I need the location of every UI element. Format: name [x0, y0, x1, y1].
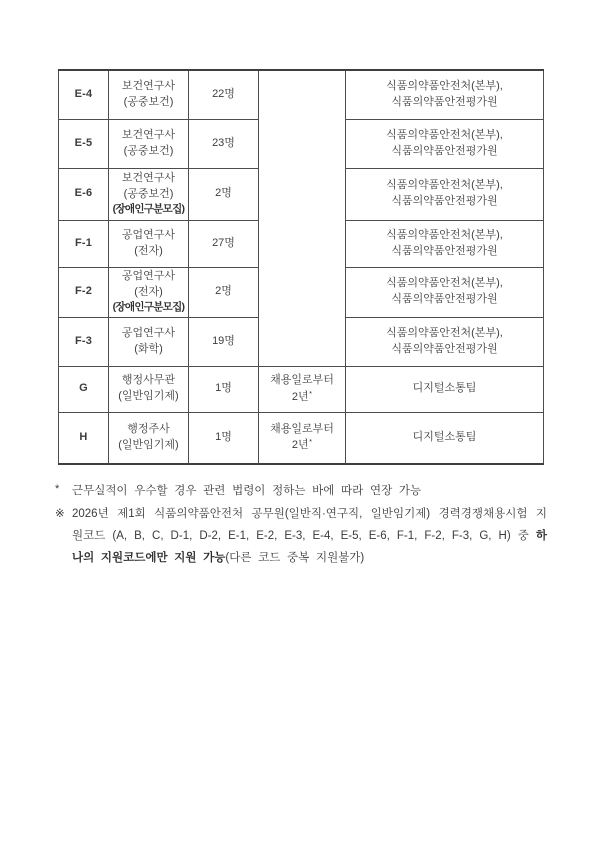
position-cell — [109, 412, 189, 464]
term-cell-merged-empty — [259, 70, 346, 366]
position-name: 보건연구사 — [121, 80, 176, 93]
position-series: (공중보건) — [123, 144, 174, 157]
disability-recruitment-note: (장애인구분모집) — [112, 301, 185, 314]
table-row-e4 — [59, 70, 544, 119]
department-cell — [346, 366, 544, 412]
recruitment-table — [58, 69, 544, 465]
position-cell — [109, 70, 189, 119]
department-cell — [346, 412, 544, 464]
department-line1: 식품의약품안전처(본부), — [386, 80, 503, 93]
department-line1: 디지털소통팀 — [412, 382, 477, 395]
term-years: 2년 — [291, 390, 309, 403]
position-series: (일반임기제) — [118, 390, 179, 402]
term-line1: 채용일로부터 — [270, 422, 334, 435]
position-cell — [109, 366, 189, 412]
position-series: (화학) — [134, 342, 163, 355]
department-cell — [346, 70, 544, 119]
footnotes-section — [55, 480, 547, 569]
term-line1: 채용일로부터 — [270, 373, 334, 386]
term-cell — [259, 412, 346, 464]
position-cell — [109, 220, 189, 267]
department-line1: 디지털소통팀 — [412, 430, 477, 443]
table-row-h — [59, 412, 544, 464]
footnote-application-text-1: 2026년 제1회 식품의약품안전처 공무원(일반직·연구직, 일반임기제) 경력경쟁채용시험 지원코드 (A, B, C, D-1, D-2, E-1, E-2, E-3, E-4, E-5, E-6, F-1, F-2, F-3, G, H) 중 — [72, 508, 547, 542]
department-line2: 식품의약품안전평가원 — [391, 95, 498, 108]
department-line1: 식품의약품안전처(본부), — [386, 228, 503, 241]
headcount-cell: 1명 — [189, 412, 259, 464]
position-cell — [109, 317, 189, 366]
department-line1: 식품의약품안전처(본부), — [386, 128, 503, 141]
code-cell: F-1 — [59, 220, 109, 267]
code-cell: F-2 — [59, 267, 109, 317]
footnote-asterisk: * — [309, 437, 313, 447]
position-name: 보건연구사 — [121, 128, 176, 141]
headcount-cell: 22명 — [189, 70, 259, 119]
term-line2 — [260, 389, 344, 406]
department-cell — [346, 267, 544, 317]
position-cell — [109, 267, 189, 317]
department-line1: 식품의약품안전처(본부), — [386, 277, 503, 290]
headcount-cell: 2명 — [189, 168, 259, 220]
code-cell: E-6 — [59, 168, 109, 220]
department-line1: 식품의약품안전처(본부), — [386, 179, 503, 192]
position-name: 행정주사 — [127, 423, 170, 436]
department-cell — [346, 220, 544, 267]
term-cell — [259, 366, 346, 412]
position-name: 공업연구사 — [121, 228, 176, 241]
footnote-extension-text: 근무실적이 우수할 경우 관련 법령이 정하는 바에 따라 연장 가능 — [72, 485, 422, 497]
position-series: (공중보건) — [123, 187, 174, 200]
department-cell — [346, 119, 544, 168]
headcount-cell: 19명 — [189, 317, 259, 366]
position-series: (전자) — [134, 244, 163, 257]
code-cell: E-5 — [59, 119, 109, 168]
code-cell: G — [59, 366, 109, 412]
department-line2: 식품의약품안전평가원 — [391, 293, 498, 305]
department-line2: 식품의약품안전평가원 — [391, 195, 498, 207]
position-series: (일반임기제) — [118, 438, 179, 451]
term-years: 2년 — [291, 439, 309, 452]
table-row-g — [59, 366, 544, 412]
position-cell — [109, 119, 189, 168]
position-name: 보건연구사 — [121, 171, 176, 184]
position-cell — [109, 168, 189, 220]
department-cell — [346, 168, 544, 220]
department-line2: 식품의약품안전평가원 — [391, 244, 498, 257]
code-cell: H — [59, 412, 109, 464]
position-name: 행정사무관 — [121, 374, 176, 387]
department-line1: 식품의약품안전처(본부), — [386, 326, 503, 339]
position-name: 공업연구사 — [121, 269, 176, 282]
position-series: (전자) — [134, 285, 163, 298]
code-cell: F-3 — [59, 317, 109, 366]
reference-marker: ※ — [55, 508, 65, 520]
footnote-application-text-2: (다른 코드 중복 지원불가) — [225, 552, 365, 564]
footnote-asterisk: * — [309, 388, 313, 398]
footnote-application-code — [55, 503, 547, 569]
position-name: 공업연구사 — [121, 326, 176, 339]
asterisk-marker: * — [55, 483, 60, 495]
headcount-cell: 1명 — [189, 366, 259, 412]
term-line2 — [260, 437, 344, 454]
department-line2: 식품의약품안전평가원 — [391, 144, 498, 157]
footnote-application-bold: 하나의 지원코드에만 지원 가능 — [72, 530, 547, 564]
disability-recruitment-note: (장애인구분모집) — [112, 203, 185, 216]
code-cell: E-4 — [59, 70, 109, 119]
department-line2: 식품의약품안전평가원 — [391, 342, 498, 355]
headcount-cell: 27명 — [189, 220, 259, 267]
headcount-cell: 2명 — [189, 267, 259, 317]
position-series: (공중보건) — [123, 95, 174, 108]
footnote-extension — [55, 480, 547, 502]
headcount-cell: 23명 — [189, 119, 259, 168]
department-cell — [346, 317, 544, 366]
